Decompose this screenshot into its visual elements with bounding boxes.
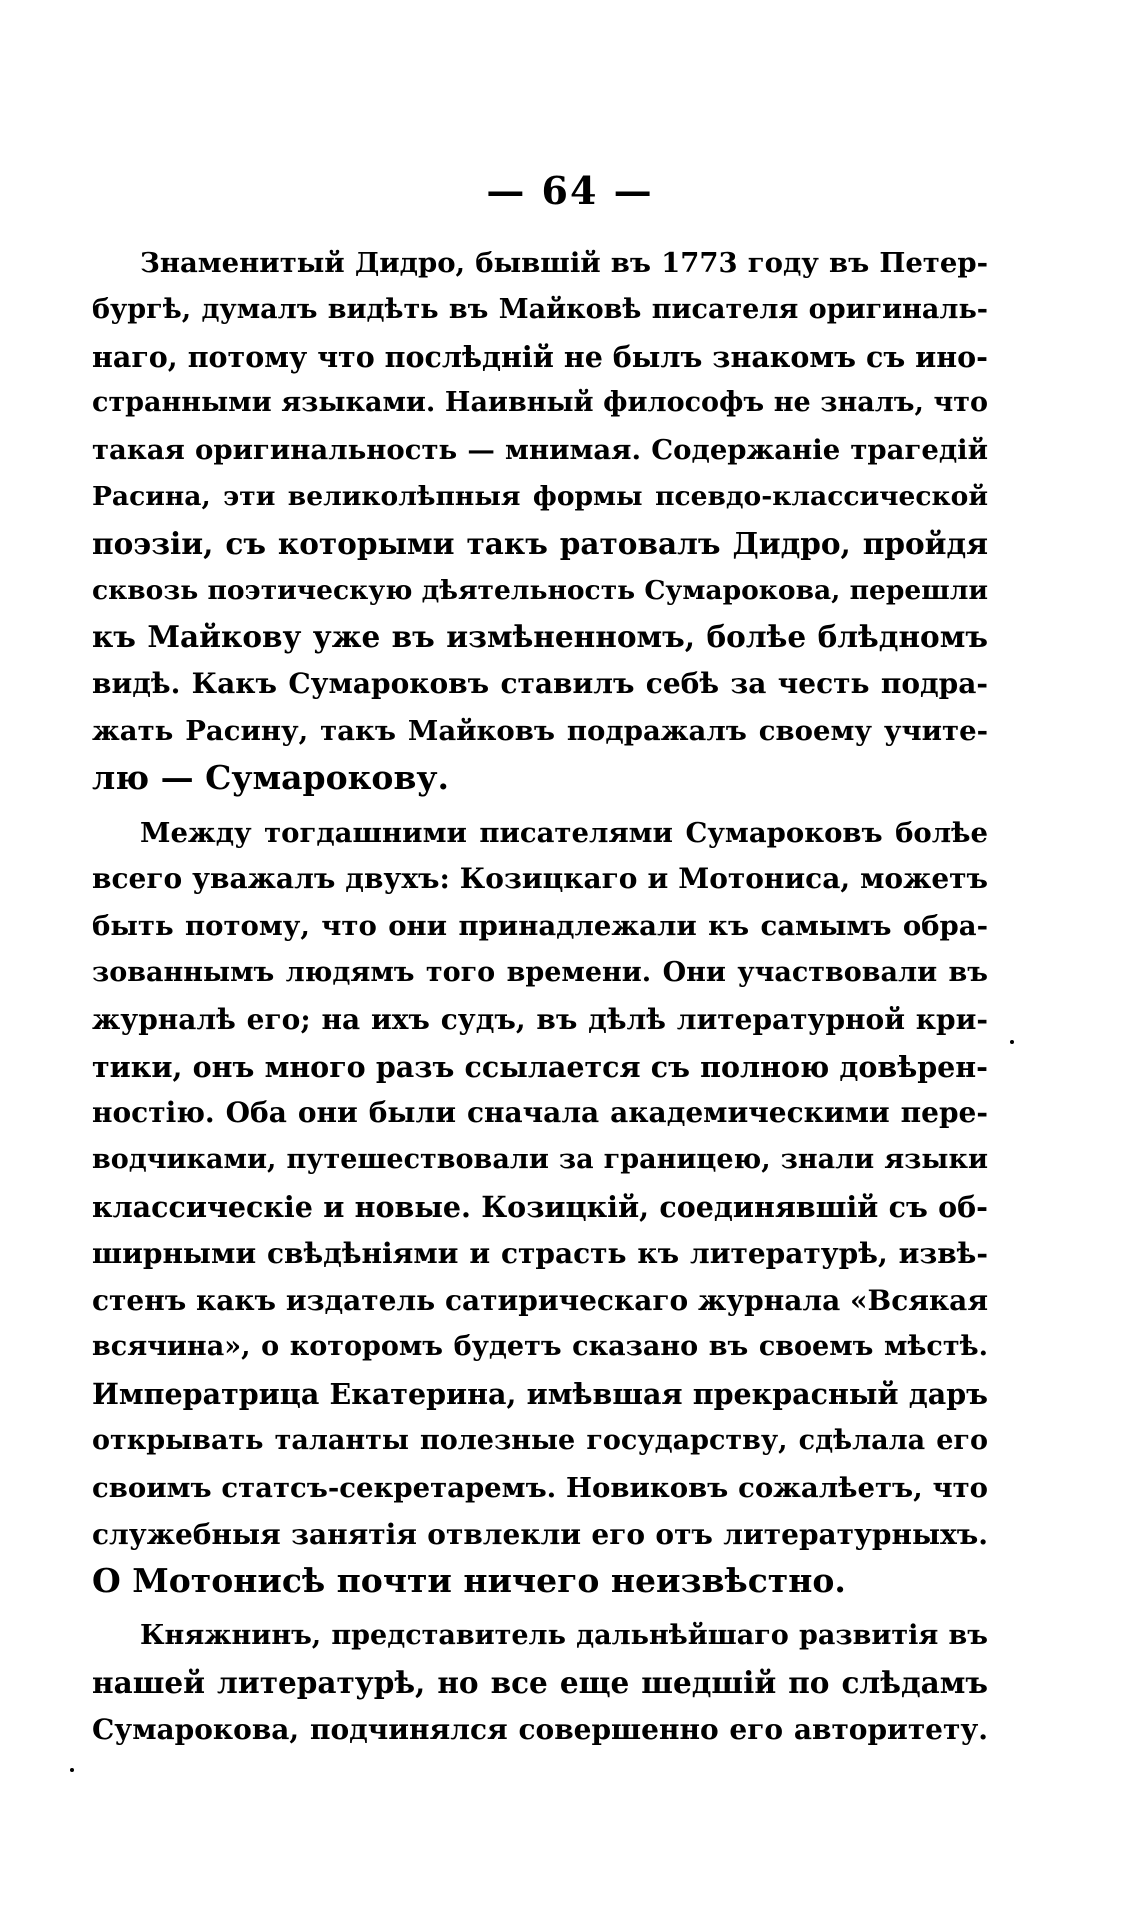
text-line: ностію. Оба они были сначала академическими пере- <box>92 1096 988 1130</box>
text-line: Княжнинъ, представитель дальнѣйшаго развитія въ <box>140 1620 988 1652</box>
text-line: служебныя занятія отвлекли его отъ литературныхъ. <box>92 1517 988 1551</box>
text-line: нашей литературѣ, но все еще шедшій по слѣдамъ <box>92 1664 988 1700</box>
text-line: такая оригинальность — мнимая. Содержаніе трагедій <box>92 434 988 467</box>
paragraph-1 <box>92 240 988 802</box>
text-line: тики, онъ много разъ ссылается съ полною довѣрен- <box>92 1049 988 1084</box>
text-line: всячина», о которомъ будетъ сказано въ своемъ мѣстѣ. <box>92 1331 988 1363</box>
text-line: стенъ какъ издатель сатирическаго журнала «Всякая <box>92 1283 988 1317</box>
text-line: наго, потому что послѣдній не былъ знакомъ съ ино- <box>92 339 988 374</box>
text-line: жать Расину, такъ Майковъ подражалъ своему учите- <box>92 714 988 747</box>
text-line: Императрица Екатерина, имѣвшая прекрасный даръ <box>92 1377 988 1412</box>
text-line: зованнымъ людямъ того времени. Они участвовали въ <box>92 956 988 988</box>
text-line: ширными свѣдѣніями и страсть къ литературѣ, извѣ- <box>92 1236 988 1270</box>
text-line: Между тогдашними писателями Сумароковъ болѣе <box>140 816 988 849</box>
text-line: Знаменитый Дидро, бывшій въ 1773 году въ Петер- <box>140 247 988 279</box>
text-line: бургѣ, думалъ видѣть въ Майковѣ писателя оригиналь- <box>92 293 988 325</box>
text-line: своимъ статсъ-секретаремъ. Новиковъ сожалѣетъ, что <box>92 1471 988 1504</box>
text-line: сквозь поэтическую дѣятельность Сумарокова, перешли <box>92 574 988 606</box>
text-line: видѣ. Какъ Сумароковъ ставилъ себѣ за честь подра- <box>92 667 988 701</box>
text-line: водчиками, путешествовали за границею, знали языки <box>92 1144 988 1176</box>
paragraph-3 <box>92 1613 988 1753</box>
page-number: — 64 — <box>486 168 654 213</box>
text-line: классическіе и новые. Козицкій, соединявшій съ об- <box>92 1189 988 1224</box>
text-line: къ Майкову уже въ измѣненномъ, болѣе блѣдномъ <box>92 619 988 655</box>
paragraph-2 <box>92 810 988 1606</box>
text-line: открывать таланты полезные государству, сдѣлала его <box>92 1424 988 1456</box>
scan-speck <box>70 1768 74 1772</box>
text-line: поэзіи, съ которыми такъ ратовалъ Дидро, пройдя <box>92 525 988 561</box>
text-line: всего уважалъ двухъ: Козицкаго и Мотониса, можетъ <box>92 862 988 896</box>
text-line: лю — Сумарокову. <box>92 757 449 797</box>
text-line: быть потому, что они принадлежали къ самымъ обра- <box>92 910 988 943</box>
text-line: журналѣ его; на ихъ судъ, въ дѣлѣ литературной кри- <box>92 1002 988 1036</box>
body-text <box>92 240 988 1754</box>
text-line: О Мотонисѣ почти ничего неизвѣстно. <box>92 1561 846 1601</box>
text-line: Расина, эти великолѣпныя формы псевдо-классической <box>92 480 988 512</box>
text-line: странными языками. Наивный философъ не зналъ, что <box>92 387 988 419</box>
scan-speck <box>1010 1040 1014 1044</box>
text-line: Сумарокова, подчинялся совершенно его авторитету. <box>92 1712 988 1746</box>
